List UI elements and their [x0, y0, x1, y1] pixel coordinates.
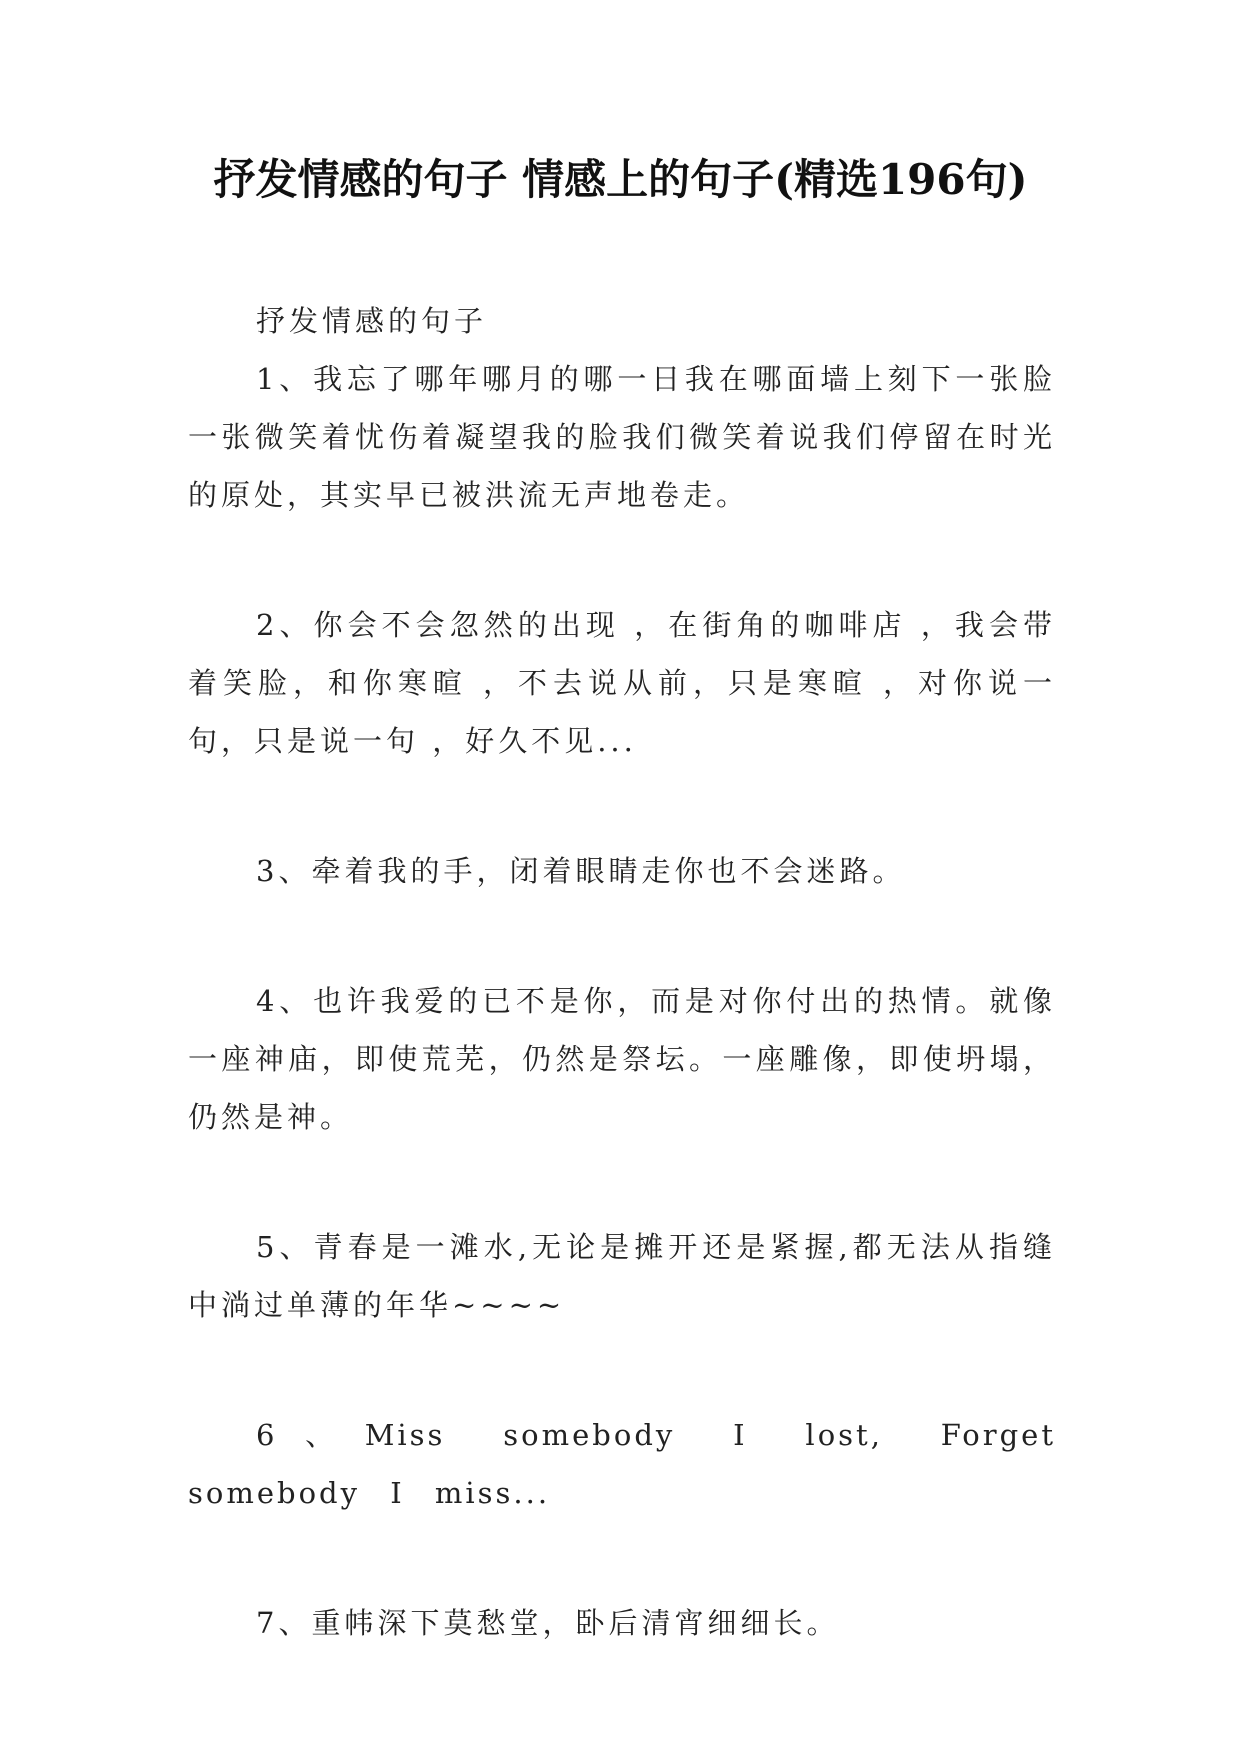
paragraph-3: 3、牵着我的手，闭着眼睛走你也不会迷路。: [256, 854, 906, 888]
paragraph-5: 5、青春是一滩水,无论是摊开还是紧握,都无法从指缝中淌过单薄的年华~~~~: [188, 1230, 1056, 1322]
paragraph-2: 2、你会不会忽然的出现 ，在街角的咖啡店 ，我会带着笑脸，和你寒暄 ，不去说从前，只是寒暄 ，对你说一句，只是说一句 ，好久不见...: [188, 608, 1056, 758]
section-heading: 抒发情感的句子: [256, 304, 488, 338]
document-body: [188, 292, 1056, 1724]
paragraph-7: 7、重帏深下莫愁堂，卧后清宵细细长。: [256, 1606, 840, 1640]
paragraph-6: 6、Miss somebody I lost, Forget somebody I miss...: [188, 1418, 1056, 1510]
paragraph-1: 1、我忘了哪年哪月的哪一日我在哪面墙上刻下一张脸一张微笑着忧伤着凝望我的脸我们微笑着说我们停留在时光的原处，其实早已被洪流无声地卷走。: [188, 362, 1056, 512]
document-title: 抒发情感的句子 情感上的句子(精选196句): [213, 155, 1028, 204]
paragraph-4: 4、也许我爱的已不是你，而是对你付出的热情。就像一座神庙，即使荒芜，仍然是祭坛。一座雕像，即使坍塌，仍然是神。: [188, 984, 1056, 1134]
